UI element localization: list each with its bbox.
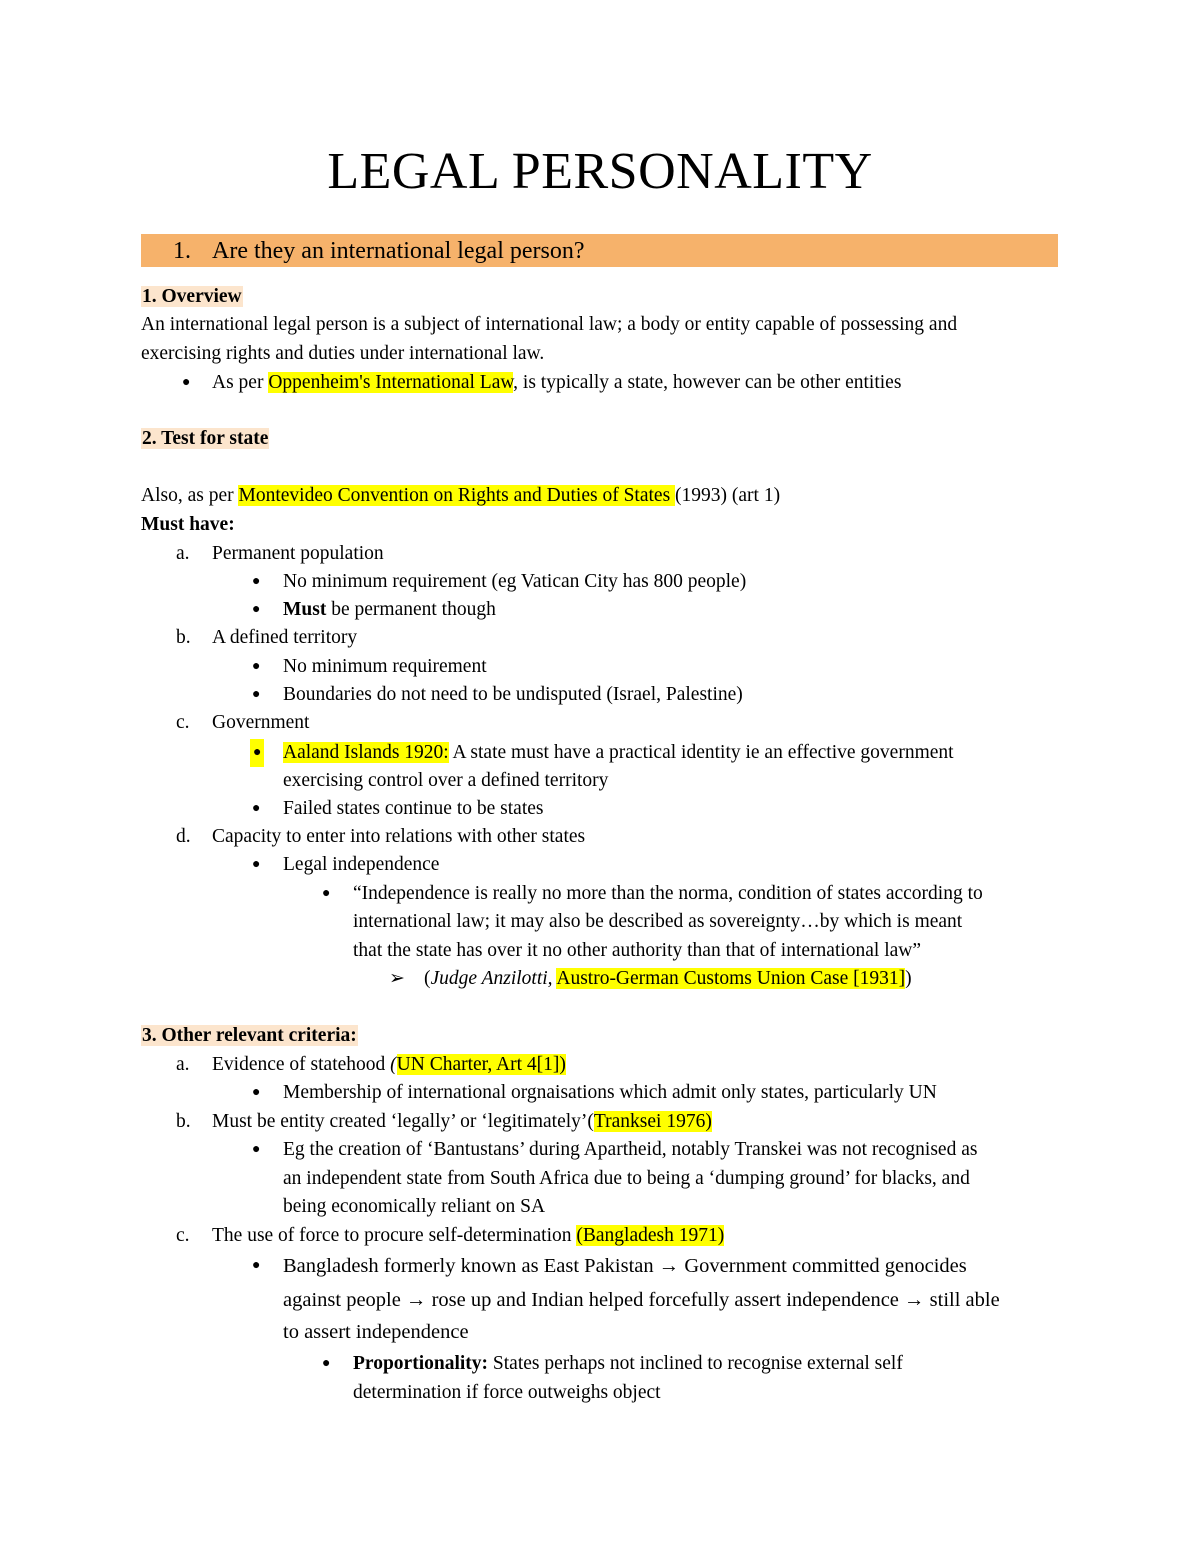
overview-bullet: As per Oppenheim's International Law, is typically a state, however can be other entities (212, 372, 902, 393)
bullet-icon: ● (322, 1356, 331, 1371)
proportionality-line-2: determination if force outweighs object (353, 1382, 661, 1403)
bullet-icon: ● (252, 659, 261, 674)
quote-line-1: “Independence is really no more than the norma, condition of states according to (353, 883, 983, 904)
criterion-population: Permanent population (212, 543, 384, 564)
highlight-aaland: Aaland Islands 1920: (283, 742, 449, 763)
criterion-capacity: Capacity to enter into relations with other states (212, 826, 586, 847)
quote-citation: (Judge Anzilotti, Austro-German Customs Union Case [1931]) (424, 968, 912, 989)
bullet-icon: ● (252, 1085, 261, 1100)
list-marker-d: d. (176, 826, 191, 847)
criterion-government: Government (212, 712, 310, 733)
bullet-icon: ● (252, 687, 261, 702)
territory-bullet-1: No minimum requirement (283, 656, 487, 677)
bullet-icon: ● (252, 1142, 261, 1157)
evidence-bullet-1: Membership of international orgnaisations which admit only states, particularly UN (283, 1082, 937, 1103)
test-heading: 2. Test for state (142, 428, 269, 449)
highlight-oppenheim: Oppenheim's International Law (268, 372, 514, 393)
legality-bullet-line-1: Eg the creation of ‘Bantustans’ during Apartheid, notably Transkei was not recognised as (283, 1139, 978, 1160)
criterion-territory: A defined territory (212, 627, 358, 648)
population-bullet-1: No minimum requirement (eg Vatican City has 800 people) (283, 571, 747, 592)
capacity-bullet-1: Legal independence (283, 854, 440, 875)
territory-bullet-2: Boundaries do not need to be undisputed (Israel, Palestine) (283, 684, 743, 705)
highlight-un-charter: UN Charter, Art 4[1]) (396, 1054, 566, 1075)
bullet-icon: ● (252, 857, 261, 872)
section-title: Are they an international legal person? (212, 238, 585, 264)
page-title: LEGAL PERSONALITY (327, 143, 873, 200)
overview-text-line-1: An international legal person is a subject of international law; a body or entity capable of possessing and (141, 314, 958, 335)
bullet-icon: ● (252, 574, 261, 589)
bullet-icon: ● (322, 886, 331, 901)
highlight-montevideo: Montevideo Convention on Rights and Duties of States (238, 485, 676, 506)
legality-bullet-line-2: an independent state from South Africa due to being a ‘dumping ground’ for blacks, and (283, 1168, 970, 1189)
highlight-austro-german: Austro-German Customs Union Case [1931] (556, 968, 906, 989)
overview-text-line-2: exercising rights and duties under international law. (141, 343, 545, 364)
bullet-icon: ● (252, 602, 261, 617)
criterion-legality: Must be entity created ‘legally’ or ‘legitimately’(Tranksei 1976) (212, 1111, 712, 1132)
quote-line-2: international law; it may also be described as sovereignty…by which is meant (353, 911, 963, 932)
criterion-use-of-force: The use of force to procure self-determination (Bangladesh 1971) (212, 1225, 725, 1246)
highlight-bangladesh: (Bangladesh 1971) (576, 1225, 725, 1246)
test-intro: Also, as per Montevideo Convention on Rights and Duties of States (1993) (art 1) (141, 485, 781, 506)
must-have-label: Must have: (141, 514, 235, 535)
overview-heading: 1. Overview (142, 286, 242, 307)
list-marker-c: c. (176, 712, 190, 733)
force-bullet-line-1: Bangladesh formerly known as East Pakistan → Government committed genocides (283, 1255, 967, 1277)
force-bullet-line-2: against people → rose up and Indian helped forcefully assert independence → still able (283, 1289, 1000, 1311)
bullet-icon: ● (250, 739, 264, 767)
list-marker-b: b. (176, 627, 191, 648)
highlight-transkei: Tranksei 1976) (593, 1111, 712, 1132)
section-number: 1. (173, 238, 191, 264)
legality-bullet-line-3: being economically reliant on SA (283, 1196, 546, 1217)
government-bullet-1-line-2: exercising control over a defined territory (283, 770, 609, 791)
section-header (141, 234, 1058, 267)
government-bullet-2: Failed states continue to be states (283, 798, 544, 819)
arrow-bullet-icon: ➢ (389, 968, 405, 989)
list-marker-a: a. (176, 1054, 190, 1075)
list-marker-c: c. (176, 1225, 190, 1246)
list-marker-b: b. (176, 1111, 191, 1132)
force-bullet-line-3: to assert independence (283, 1321, 469, 1343)
government-bullet-1: Aaland Islands 1920: A state must have a practical identity ie an effective government (283, 742, 954, 763)
criterion-evidence: Evidence of statehood (UN Charter, Art 4[1]) (212, 1054, 566, 1075)
bullet-icon: ● (252, 801, 261, 816)
quote-line-3: that the state has over it no other authority than that of international law” (353, 940, 922, 961)
bullet-icon: ● (252, 1258, 261, 1273)
other-heading: 3. Other relevant criteria: (142, 1025, 357, 1046)
proportionality-line-1: Proportionality: States perhaps not inclined to recognise external self (353, 1353, 903, 1374)
bullet-icon: ● (182, 375, 191, 390)
population-bullet-2: Must be permanent though (283, 599, 496, 620)
list-marker-a: a. (176, 543, 190, 564)
